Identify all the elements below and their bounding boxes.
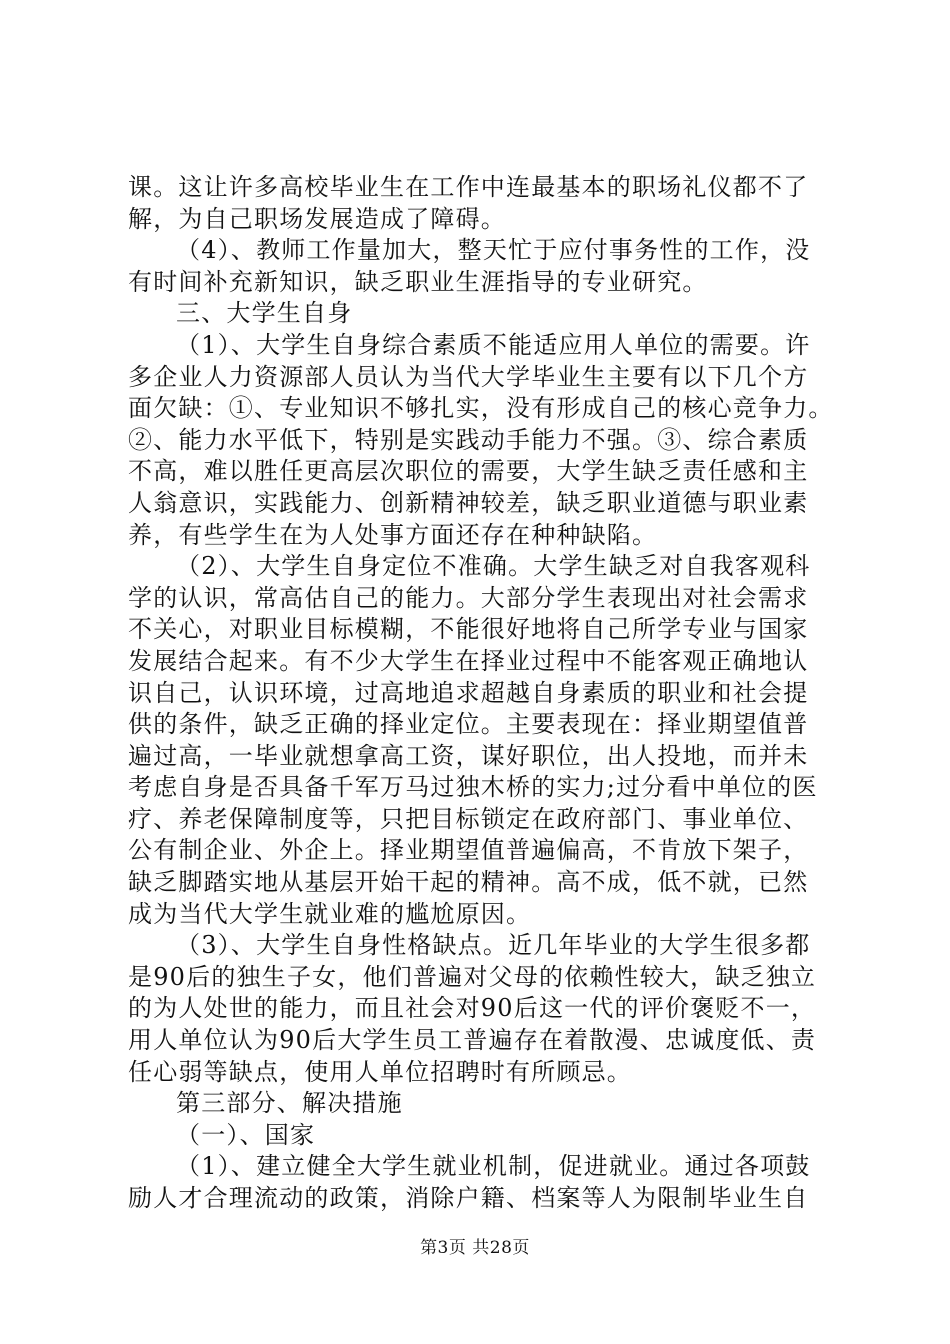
text-line: （1）、建立健全大学生就业机制，促进就业。通过各项鼓 (176, 1152, 811, 1181)
text-line: 疗、养老保障制度等，只把目标锁定在政府部门、事业单位、 (128, 804, 809, 833)
text-line: 遍过高，一毕业就想拿高工资，谋好职位，出人投地，而并未 (128, 741, 809, 770)
text-line: 的为人处世的能力，而且社会对90后这一代的评价褒贬不一， (128, 994, 817, 1023)
text-line: 公有制企业、外企上。择业期望值普遍偏高，不肯放下架子， (128, 836, 809, 865)
text-line: ②、能力水平低下，特别是实践动手能力不强。③、综合素质 (128, 425, 809, 454)
text-line: 缺乏脚踏实地从基层开始干起的精神。高不成，低不就，已然 (128, 868, 809, 897)
text-line: 任心弱等缺点，使用人单位招聘时有所顾忌。 (128, 1057, 632, 1086)
text-line: （1）、大学生自身综合素质不能适应用人单位的需要。许 (176, 330, 811, 359)
text-line: 有时间补充新知识，缺乏职业生涯指导的专业研究。 (128, 267, 708, 296)
text-line: 解，为自己职场发展造成了障碍。 (128, 204, 506, 233)
text-line: 三、大学生自身 (176, 299, 353, 328)
text-line: 不高，难以胜任更高层次职位的需要，大学生缺乏责任感和主 (128, 457, 809, 486)
text-line: 考虑自身是否具备千军万马过独木桥的实力;过分看中单位的医 (128, 773, 818, 802)
text-line: 发展结合起来。有不少大学生在择业过程中不能客观正确地认 (128, 646, 809, 675)
text-line: 用人单位认为90后大学生员工普遍存在着散漫、忠诚度低、责 (128, 1026, 817, 1055)
document-body (128, 172, 848, 1215)
text-line: 成为当代大学生就业难的尴尬原因。 (128, 899, 532, 928)
text-line: 课。这让许多高校毕业生在工作中连最基本的职场礼仪都不了 (128, 173, 809, 201)
text-line: 多企业人力资源部人员认为当代大学毕业生主要有以下几个方 (128, 362, 809, 391)
text-line: 面欠缺：①、专业知识不够扎实，没有形成自己的核心竞争力。 (128, 394, 834, 423)
page-footer: 第3页 共28页 (420, 1238, 530, 1258)
text-line: 学的认识，常高估自己的能力。大部分学生表现出对社会需求 (128, 583, 809, 612)
text-line: 是90后的独生子女，他们普遍对父母的依赖性较大，缺乏独立 (128, 962, 817, 991)
text-line: 不关心，对职业目标模糊，不能很好地将自己所学专业与国家 (128, 615, 809, 644)
text-line: （2）、大学生自身定位不准确。大学生缺乏对自我客观科 (176, 552, 811, 581)
text-line: 供的条件，缺乏正确的择业定位。主要表现在：择业期望值普 (128, 710, 809, 739)
text-line: 励人才合理流动的政策，消除户籍、档案等人为限制毕业生自 (128, 1184, 809, 1212)
text-line: 人翁意识，实践能力、创新精神较差，缺乏职业道德与职业素 (128, 488, 809, 517)
text-line: （3）、大学生自身性格缺点。近几年毕业的大学生很多都 (176, 931, 811, 960)
text-line: 养，有些学生在为人处事方面还存在种种缺陷。 (128, 520, 658, 549)
text-line: 第三部分、解决措施 (176, 1089, 403, 1118)
text-line: （一）、国家 (176, 1120, 316, 1149)
text-line: 识自己，认识环境，过高地追求超越自身素质的职业和社会提 (128, 678, 809, 707)
text-line: （4）、教师工作量加大，整天忙于应付事务性的工作，没 (176, 236, 811, 265)
